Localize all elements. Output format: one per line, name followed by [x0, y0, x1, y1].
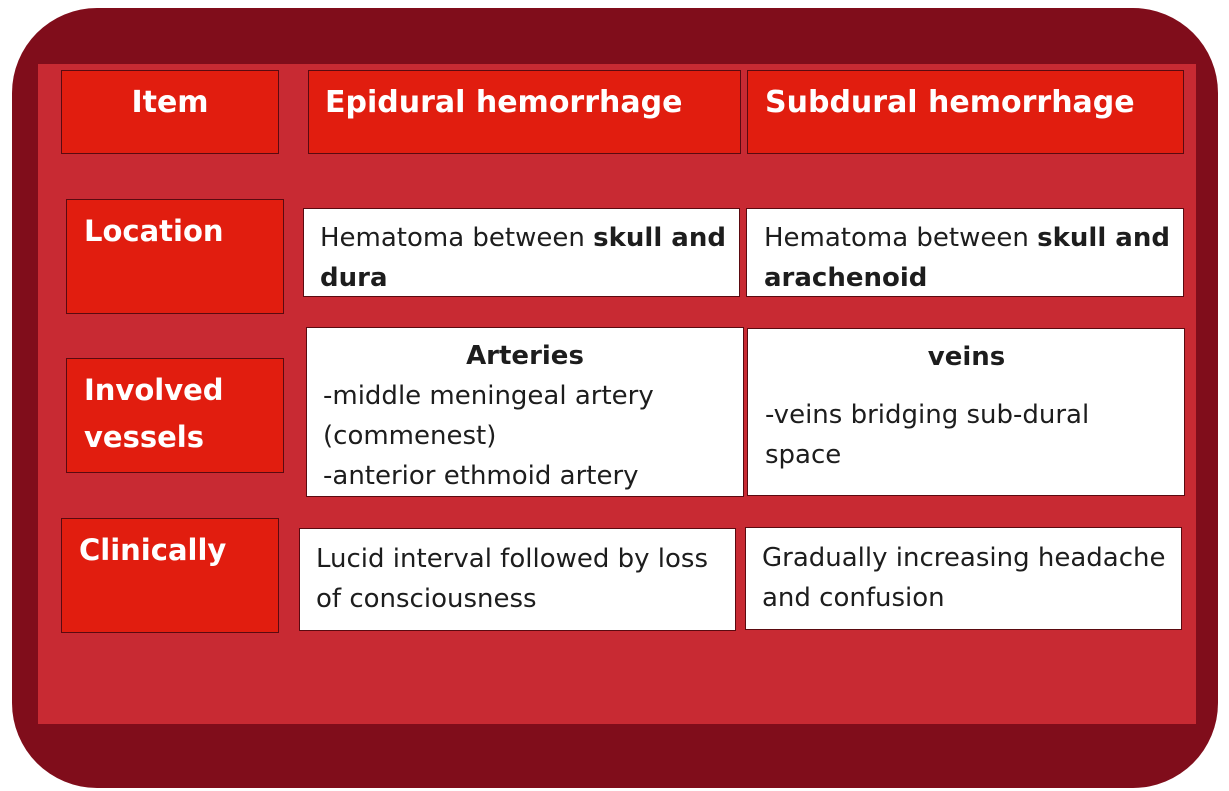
vessels-epidural-title: Arteries: [466, 341, 584, 371]
header-epidural: [308, 70, 741, 154]
vessels-epidural-cell: [306, 327, 744, 497]
location-subdural-bold: skull and arachenoid: [764, 223, 1170, 293]
vessels-epidural-line1: -middle meningeal artery (commenest): [323, 381, 654, 451]
header-subdural-text: Subdural hemorrhage: [765, 85, 1135, 120]
vessels-epidural-line2: -anterior ethmoid artery: [323, 461, 639, 491]
row-label-clinically: [61, 518, 279, 633]
vessels-subdural-line1: -veins bridging sub-dural space: [765, 400, 1090, 470]
clinically-epidural-cell: [299, 528, 736, 631]
vessels-subdural-title: veins: [927, 342, 1006, 372]
vessels-subdural-cell: [747, 328, 1185, 496]
header-subdural: [747, 70, 1184, 154]
row-label-location-text: Location: [84, 214, 224, 248]
clinically-subdural-cell: [745, 527, 1182, 630]
header-item-text: Item: [131, 85, 209, 120]
row-label-vessels-text: Involved vessels: [84, 373, 224, 454]
location-epidural-cell: [303, 208, 740, 297]
location-subdural-cell: [746, 208, 1184, 297]
location-subdural-text: Hematoma between: [764, 223, 1038, 253]
header-item: [61, 70, 279, 154]
location-epidural-bold: skull and dura: [320, 223, 726, 293]
clinically-epidural-text: Lucid interval followed by loss of consciousness: [316, 544, 709, 614]
row-label-vessels: [66, 358, 284, 473]
location-epidural-text: Hematoma between: [320, 223, 594, 253]
clinically-subdural-text: Gradually increasing headache and confusion: [762, 543, 1166, 613]
row-label-clinically-text: Clinically: [79, 533, 227, 567]
header-epidural-text: Epidural hemorrhage: [325, 85, 683, 120]
row-label-location: [66, 199, 284, 314]
